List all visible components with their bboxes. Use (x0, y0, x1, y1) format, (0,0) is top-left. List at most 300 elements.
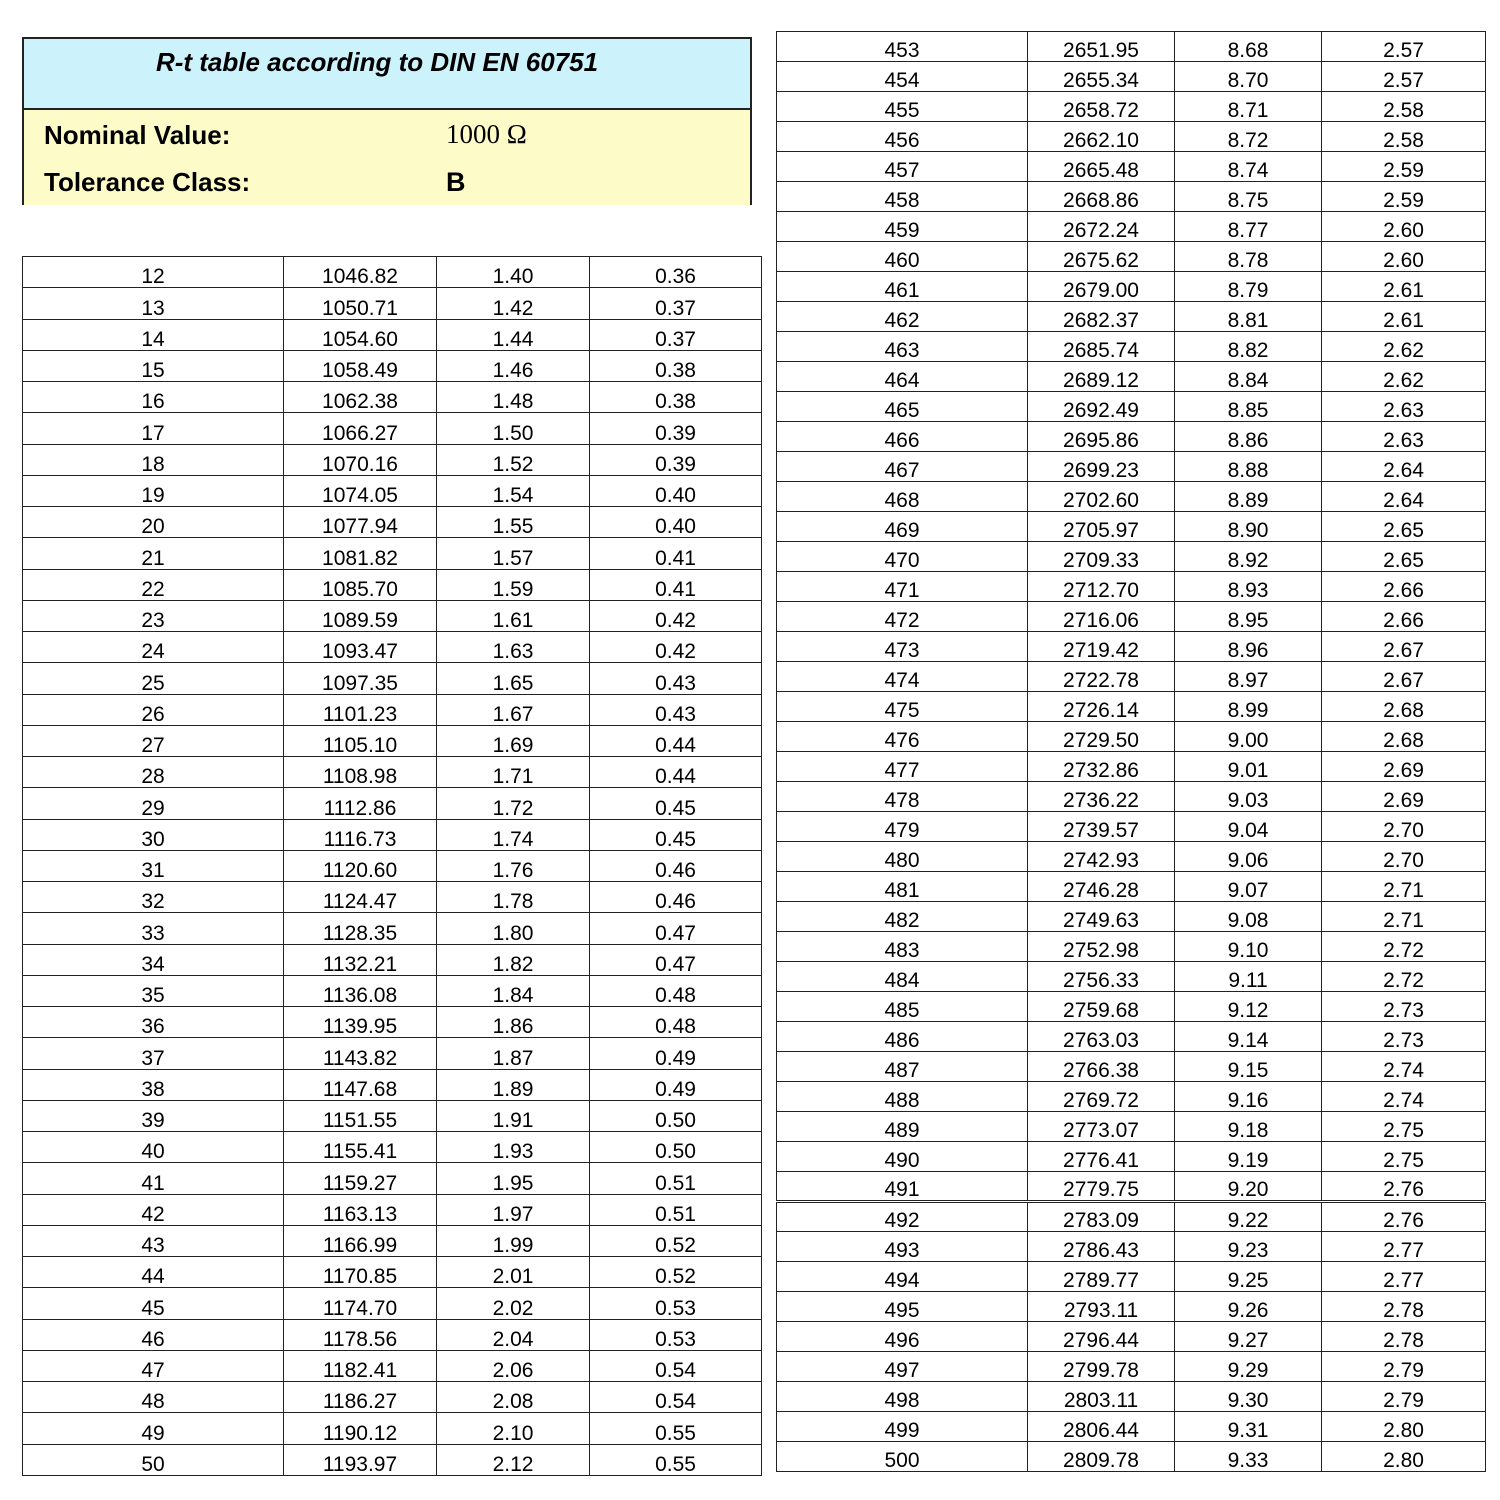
tolerance-celsius-cell: 1.78 (437, 882, 590, 913)
temperature-cell: 497 (777, 1352, 1028, 1382)
table-row (777, 752, 1486, 782)
table-row (23, 1350, 762, 1381)
tolerance-celsius-cell: 1.54 (437, 475, 590, 506)
temperature-cell: 24 (23, 632, 284, 663)
table-row (23, 975, 762, 1006)
table-row (777, 452, 1486, 482)
table-row (23, 1413, 762, 1444)
tolerance-ohm-cell: 2.59 (1322, 152, 1486, 182)
tolerance-ohm-cell: 0.37 (590, 288, 762, 319)
tolerance-ohm-cell: 2.69 (1322, 752, 1486, 782)
tolerance-ohm-cell: 2.72 (1322, 932, 1486, 962)
tolerance-ohm-cell: 0.49 (590, 1038, 762, 1069)
temperature-cell: 461 (777, 272, 1028, 302)
table-row (777, 1352, 1486, 1382)
tolerance-ohm-cell: 0.45 (590, 819, 762, 850)
tolerance-ohm-cell: 0.43 (590, 663, 762, 694)
resistance-cell: 1193.97 (284, 1444, 437, 1475)
resistance-cell: 2658.72 (1028, 92, 1175, 122)
resistance-cell: 2803.11 (1028, 1382, 1175, 1412)
temperature-cell: 496 (777, 1322, 1028, 1352)
temperature-cell: 18 (23, 444, 284, 475)
tolerance-ohm-cell: 2.69 (1322, 782, 1486, 812)
tolerance-ohm-cell: 2.73 (1322, 992, 1486, 1022)
resistance-cell: 1143.82 (284, 1038, 437, 1069)
table-row (23, 382, 762, 413)
tolerance-ohm-cell: 2.61 (1322, 272, 1486, 302)
resistance-cell: 2742.93 (1028, 842, 1175, 872)
temperature-cell: 484 (777, 962, 1028, 992)
tolerance-ohm-cell: 2.77 (1322, 1262, 1486, 1292)
temperature-cell: 19 (23, 475, 284, 506)
resistance-cell: 1186.27 (284, 1382, 437, 1413)
table-row (23, 882, 762, 913)
table-row (777, 962, 1486, 992)
tolerance-celsius-cell: 9.30 (1175, 1382, 1322, 1412)
resistance-cell: 1178.56 (284, 1319, 437, 1350)
table-row (777, 302, 1486, 332)
tolerance-ohm-cell: 2.66 (1322, 572, 1486, 602)
tolerance-celsius-cell: 1.95 (437, 1163, 590, 1194)
table-row (23, 1257, 762, 1288)
table-row (23, 1132, 762, 1163)
tolerance-ohm-cell: 0.54 (590, 1382, 762, 1413)
resistance-cell: 2732.86 (1028, 752, 1175, 782)
resistance-cell: 2655.34 (1028, 62, 1175, 92)
tolerance-ohm-cell: 2.59 (1322, 182, 1486, 212)
tolerance-ohm-cell: 2.78 (1322, 1292, 1486, 1322)
tolerance-celsius-cell: 8.71 (1175, 92, 1322, 122)
resistance-cell: 1155.41 (284, 1132, 437, 1163)
tolerance-ohm-cell: 0.50 (590, 1100, 762, 1131)
tolerance-ohm-cell: 2.76 (1322, 1202, 1486, 1232)
resistance-cell: 1116.73 (284, 819, 437, 850)
tolerance-ohm-cell: 2.73 (1322, 1022, 1486, 1052)
tolerance-ohm-cell: 0.42 (590, 632, 762, 663)
tolerance-ohm-cell: 0.45 (590, 788, 762, 819)
temperature-cell: 483 (777, 932, 1028, 962)
temperature-cell: 22 (23, 569, 284, 600)
tolerance-celsius-cell: 9.15 (1175, 1052, 1322, 1082)
tolerance-celsius-cell: 1.89 (437, 1069, 590, 1100)
tolerance-celsius-cell: 8.82 (1175, 332, 1322, 362)
table-row (23, 913, 762, 944)
temperature-cell: 20 (23, 507, 284, 538)
tolerance-ohm-cell: 2.72 (1322, 962, 1486, 992)
resistance-cell: 2793.11 (1028, 1292, 1175, 1322)
tolerance-celsius-cell: 8.96 (1175, 632, 1322, 662)
table-row (23, 319, 762, 350)
table-row (23, 350, 762, 381)
temperature-cell: 477 (777, 752, 1028, 782)
resistance-cell: 1128.35 (284, 913, 437, 944)
tolerance-ohm-cell: 0.38 (590, 382, 762, 413)
table-row (777, 1082, 1486, 1112)
tolerance-ohm-cell: 0.51 (590, 1163, 762, 1194)
temperature-cell: 489 (777, 1112, 1028, 1142)
tolerance-ohm-cell: 0.41 (590, 538, 762, 569)
temperature-cell: 487 (777, 1052, 1028, 1082)
temperature-cell: 460 (777, 242, 1028, 272)
resistance-cell: 2719.42 (1028, 632, 1175, 662)
resistance-cell: 1136.08 (284, 975, 437, 1006)
table-row (23, 663, 762, 694)
resistance-cell: 2809.78 (1028, 1442, 1175, 1472)
temperature-cell: 498 (777, 1382, 1028, 1412)
temperature-cell: 454 (777, 62, 1028, 92)
temperature-cell: 475 (777, 692, 1028, 722)
tolerance-celsius-cell: 1.76 (437, 850, 590, 881)
table-row (23, 819, 762, 850)
temperature-cell: 462 (777, 302, 1028, 332)
resistance-cell: 1151.55 (284, 1100, 437, 1131)
temperature-cell: 476 (777, 722, 1028, 752)
tolerance-ohm-cell: 2.67 (1322, 632, 1486, 662)
tolerance-celsius-cell: 8.84 (1175, 362, 1322, 392)
table-row (777, 422, 1486, 452)
temperature-cell: 35 (23, 975, 284, 1006)
temperature-cell: 25 (23, 663, 284, 694)
temperature-cell: 469 (777, 512, 1028, 542)
table-row (23, 1038, 762, 1069)
tolerance-ohm-cell: 0.52 (590, 1257, 762, 1288)
tolerance-ohm-cell: 0.46 (590, 850, 762, 881)
resistance-cell: 1120.60 (284, 850, 437, 881)
tolerance-celsius-cell: 8.77 (1175, 212, 1322, 242)
table-row (777, 362, 1486, 392)
tolerance-ohm-cell: 0.47 (590, 944, 762, 975)
tolerance-celsius-cell: 8.70 (1175, 62, 1322, 92)
tolerance-celsius-cell: 9.04 (1175, 812, 1322, 842)
tolerance-celsius-cell: 8.90 (1175, 512, 1322, 542)
header-box (22, 37, 752, 205)
resistance-cell: 1046.82 (284, 257, 437, 288)
tolerance-celsius-cell: 1.84 (437, 975, 590, 1006)
temperature-cell: 21 (23, 538, 284, 569)
resistance-cell: 2662.10 (1028, 122, 1175, 152)
tolerance-celsius-cell: 9.10 (1175, 932, 1322, 962)
resistance-cell: 2709.33 (1028, 542, 1175, 572)
resistance-cell: 2668.86 (1028, 182, 1175, 212)
resistance-cell: 2726.14 (1028, 692, 1175, 722)
tolerance-celsius-cell: 9.31 (1175, 1412, 1322, 1442)
title-band (24, 39, 750, 110)
tolerance-celsius-cell: 1.52 (437, 444, 590, 475)
tolerance-celsius-cell: 1.48 (437, 382, 590, 413)
tolerance-ohm-cell: 0.48 (590, 975, 762, 1006)
table-row (23, 1382, 762, 1413)
resistance-cell: 2685.74 (1028, 332, 1175, 362)
table-row (777, 842, 1486, 872)
resistance-cell: 2722.78 (1028, 662, 1175, 692)
tolerance-celsius-cell: 2.01 (437, 1257, 590, 1288)
temperature-cell: 472 (777, 602, 1028, 632)
tolerance-ohm-cell: 0.44 (590, 725, 762, 756)
tolerance-ohm-cell: 2.65 (1322, 542, 1486, 572)
resistance-cell: 1132.21 (284, 944, 437, 975)
tolerance-ohm-cell: 2.74 (1322, 1052, 1486, 1082)
tolerance-celsius-cell: 1.69 (437, 725, 590, 756)
table-row (777, 152, 1486, 182)
tolerance-celsius-cell: 9.33 (1175, 1442, 1322, 1472)
tolerance-ohm-cell: 0.51 (590, 1194, 762, 1225)
resistance-cell: 2799.78 (1028, 1352, 1175, 1382)
table-row (777, 332, 1486, 362)
tolerance-celsius-cell: 8.72 (1175, 122, 1322, 152)
tolerance-class-label: Tolerance Class: (44, 167, 251, 197)
tolerance-celsius-cell: 1.46 (437, 350, 590, 381)
resistance-cell: 2786.43 (1028, 1232, 1175, 1262)
tolerance-ohm-cell: 2.70 (1322, 812, 1486, 842)
resistance-cell: 2779.75 (1028, 1172, 1175, 1202)
tolerance-celsius-cell: 1.61 (437, 600, 590, 631)
temperature-cell: 49 (23, 1413, 284, 1444)
table-row (23, 413, 762, 444)
tolerance-celsius-cell: 9.01 (1175, 752, 1322, 782)
tolerance-celsius-cell: 8.79 (1175, 272, 1322, 302)
tolerance-celsius-cell: 1.72 (437, 788, 590, 819)
table-row (777, 1322, 1486, 1352)
temperature-cell: 41 (23, 1163, 284, 1194)
table-row (777, 242, 1486, 272)
temperature-cell: 46 (23, 1319, 284, 1350)
tolerance-celsius-cell: 1.97 (437, 1194, 590, 1225)
tolerance-celsius-cell: 9.14 (1175, 1022, 1322, 1052)
tolerance-ohm-cell: 0.36 (590, 257, 762, 288)
table-row (23, 1007, 762, 1038)
table-row (777, 1112, 1486, 1142)
resistance-cell: 1147.68 (284, 1069, 437, 1100)
tolerance-ohm-cell: 2.63 (1322, 392, 1486, 422)
resistance-cell: 2702.60 (1028, 482, 1175, 512)
resistance-cell: 1139.95 (284, 1007, 437, 1038)
table-row (23, 944, 762, 975)
table-row (23, 757, 762, 788)
rt-table-left-body (23, 257, 762, 1476)
temperature-cell: 40 (23, 1132, 284, 1163)
table-row (777, 902, 1486, 932)
temperature-cell: 16 (23, 382, 284, 413)
temperature-cell: 26 (23, 694, 284, 725)
resistance-cell: 2699.23 (1028, 452, 1175, 482)
table-row (23, 1100, 762, 1131)
tolerance-ohm-cell: 2.66 (1322, 602, 1486, 632)
tolerance-celsius-cell: 1.93 (437, 1132, 590, 1163)
table-row (777, 1232, 1486, 1262)
tolerance-ohm-cell: 2.58 (1322, 92, 1486, 122)
tolerance-ohm-cell: 0.47 (590, 913, 762, 944)
temperature-cell: 473 (777, 632, 1028, 662)
table-row (23, 444, 762, 475)
temperature-cell: 500 (777, 1442, 1028, 1472)
table-row (777, 1022, 1486, 1052)
tolerance-celsius-cell: 8.74 (1175, 152, 1322, 182)
resistance-cell: 1101.23 (284, 694, 437, 725)
temperature-cell: 23 (23, 600, 284, 631)
temperature-cell: 33 (23, 913, 284, 944)
resistance-cell: 2665.48 (1028, 152, 1175, 182)
temperature-cell: 456 (777, 122, 1028, 152)
table-row (777, 122, 1486, 152)
table-row (23, 725, 762, 756)
tolerance-ohm-cell: 2.65 (1322, 512, 1486, 542)
resistance-cell: 1077.94 (284, 507, 437, 538)
tolerance-celsius-cell: 9.16 (1175, 1082, 1322, 1112)
tolerance-celsius-cell: 1.44 (437, 319, 590, 350)
tolerance-ohm-cell: 0.55 (590, 1444, 762, 1475)
table-row (23, 1225, 762, 1256)
resistance-cell: 1062.38 (284, 382, 437, 413)
resistance-cell: 1163.13 (284, 1194, 437, 1225)
temperature-cell: 28 (23, 757, 284, 788)
resistance-cell: 2739.57 (1028, 812, 1175, 842)
table-row (777, 812, 1486, 842)
tolerance-celsius-cell: 1.50 (437, 413, 590, 444)
table-row (23, 600, 762, 631)
table-row (777, 182, 1486, 212)
table-row (23, 257, 762, 288)
page-title: R-t table according to DIN EN 60751 (155, 47, 599, 77)
resistance-cell: 2692.49 (1028, 392, 1175, 422)
tolerance-celsius-cell: 9.29 (1175, 1352, 1322, 1382)
temperature-cell: 455 (777, 92, 1028, 122)
tolerance-ohm-cell: 2.75 (1322, 1112, 1486, 1142)
table-row (23, 288, 762, 319)
resistance-cell: 2729.50 (1028, 722, 1175, 752)
tolerance-celsius-cell: 2.06 (437, 1350, 590, 1381)
temperature-cell: 36 (23, 1007, 284, 1038)
temperature-cell: 481 (777, 872, 1028, 902)
tolerance-ohm-cell: 2.57 (1322, 62, 1486, 92)
temperature-cell: 471 (777, 572, 1028, 602)
resistance-cell: 1093.47 (284, 632, 437, 663)
table-row (777, 722, 1486, 752)
temperature-cell: 29 (23, 788, 284, 819)
resistance-cell: 2806.44 (1028, 1412, 1175, 1442)
tolerance-ohm-cell: 0.37 (590, 319, 762, 350)
resistance-cell: 2712.70 (1028, 572, 1175, 602)
resistance-cell: 2796.44 (1028, 1322, 1175, 1352)
tolerance-celsius-cell: 8.95 (1175, 602, 1322, 632)
tolerance-ohm-cell: 2.78 (1322, 1322, 1486, 1352)
table-row (23, 569, 762, 600)
table-row (23, 1444, 762, 1475)
resistance-cell: 1108.98 (284, 757, 437, 788)
temperature-cell: 478 (777, 782, 1028, 812)
table-row (23, 632, 762, 663)
resistance-cell: 1112.86 (284, 788, 437, 819)
temperature-cell: 482 (777, 902, 1028, 932)
table-row (777, 662, 1486, 692)
tolerance-celsius-cell: 8.81 (1175, 302, 1322, 332)
tolerance-celsius-cell: 9.23 (1175, 1232, 1322, 1262)
temperature-cell: 38 (23, 1069, 284, 1100)
temperature-cell: 488 (777, 1082, 1028, 1112)
temperature-cell: 48 (23, 1382, 284, 1413)
tolerance-celsius-cell: 8.78 (1175, 242, 1322, 272)
tolerance-celsius-cell: 1.57 (437, 538, 590, 569)
resistance-cell: 1182.41 (284, 1350, 437, 1381)
tolerance-ohm-cell: 2.71 (1322, 872, 1486, 902)
tolerance-celsius-cell: 9.20 (1175, 1172, 1322, 1202)
tolerance-celsius-cell: 8.88 (1175, 452, 1322, 482)
temperature-cell: 493 (777, 1232, 1028, 1262)
resistance-cell: 1174.70 (284, 1288, 437, 1319)
tolerance-celsius-cell: 2.08 (437, 1382, 590, 1413)
resistance-cell: 1050.71 (284, 288, 437, 319)
nominal-value: 1000 Ω (446, 119, 527, 149)
tolerance-celsius-cell: 1.65 (437, 663, 590, 694)
tolerance-ohm-cell: 2.64 (1322, 452, 1486, 482)
tolerance-ohm-cell: 2.71 (1322, 902, 1486, 932)
temperature-cell: 50 (23, 1444, 284, 1475)
tolerance-celsius-cell: 1.80 (437, 913, 590, 944)
tolerance-ohm-cell: 0.54 (590, 1350, 762, 1381)
temperature-cell: 13 (23, 288, 284, 319)
rt-table-right-body (777, 32, 1486, 1472)
temperature-cell: 42 (23, 1194, 284, 1225)
resistance-cell: 2783.09 (1028, 1202, 1175, 1232)
resistance-cell: 1124.47 (284, 882, 437, 913)
tolerance-celsius-cell: 1.55 (437, 507, 590, 538)
table-row (777, 1412, 1486, 1442)
tolerance-celsius-cell: 9.26 (1175, 1292, 1322, 1322)
table-row (777, 1202, 1486, 1232)
temperature-cell: 34 (23, 944, 284, 975)
tolerance-ohm-cell: 0.52 (590, 1225, 762, 1256)
tolerance-celsius-cell: 8.93 (1175, 572, 1322, 602)
table-row (777, 512, 1486, 542)
temperature-cell: 47 (23, 1350, 284, 1381)
temperature-cell: 12 (23, 257, 284, 288)
tolerance-celsius-cell: 8.86 (1175, 422, 1322, 452)
tolerance-celsius-cell: 2.04 (437, 1319, 590, 1350)
table-row (777, 872, 1486, 902)
resistance-cell: 1066.27 (284, 413, 437, 444)
tolerance-celsius-cell: 9.22 (1175, 1202, 1322, 1232)
table-row (777, 32, 1486, 62)
resistance-cell: 2766.38 (1028, 1052, 1175, 1082)
tolerance-ohm-cell: 2.62 (1322, 362, 1486, 392)
table-row (23, 1163, 762, 1194)
table-row (23, 788, 762, 819)
tolerance-celsius-cell: 1.91 (437, 1100, 590, 1131)
tolerance-celsius-cell: 1.74 (437, 819, 590, 850)
resistance-cell: 1190.12 (284, 1413, 437, 1444)
tolerance-ohm-cell: 2.57 (1322, 32, 1486, 62)
tolerance-celsius-cell: 9.11 (1175, 962, 1322, 992)
temperature-cell: 486 (777, 1022, 1028, 1052)
tolerance-ohm-cell: 0.42 (590, 600, 762, 631)
info-band (24, 110, 750, 205)
tolerance-celsius-cell: 9.07 (1175, 872, 1322, 902)
tolerance-celsius-cell: 9.25 (1175, 1262, 1322, 1292)
tolerance-celsius-cell: 1.86 (437, 1007, 590, 1038)
tolerance-ohm-cell: 0.53 (590, 1288, 762, 1319)
tolerance-celsius-cell: 8.75 (1175, 182, 1322, 212)
temperature-cell: 494 (777, 1262, 1028, 1292)
resistance-cell: 1058.49 (284, 350, 437, 381)
tolerance-ohm-cell: 2.74 (1322, 1082, 1486, 1112)
resistance-cell: 2776.41 (1028, 1142, 1175, 1172)
tolerance-celsius-cell: 1.87 (437, 1038, 590, 1069)
temperature-cell: 17 (23, 413, 284, 444)
temperature-cell: 32 (23, 882, 284, 913)
table-row (777, 272, 1486, 302)
table-row (777, 572, 1486, 602)
tolerance-ohm-cell: 0.50 (590, 1132, 762, 1163)
tolerance-celsius-cell: 2.12 (437, 1444, 590, 1475)
